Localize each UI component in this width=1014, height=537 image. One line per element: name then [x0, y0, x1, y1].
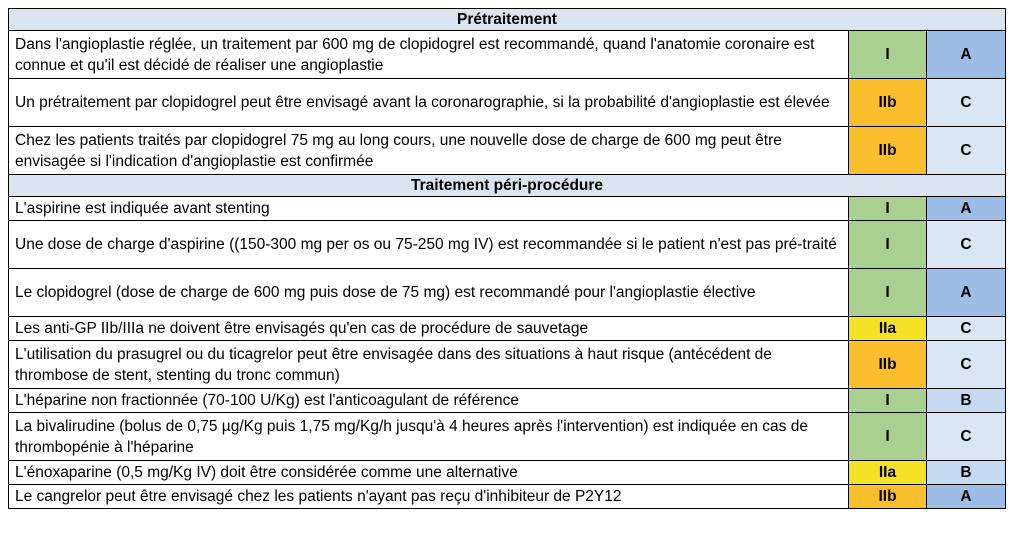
recommendation-text: Une dose de charge d'aspirine ((150-300 mg per os ou 75-250 mg IV) est recommandée si le patient n'est pas pré-traité [9, 221, 849, 269]
recommendation-text: Le cangrelor peut être envisagé chez les patients n'ayant pas reçu d'inhibiteur de P2Y12 [9, 485, 849, 509]
table-row [9, 461, 1006, 485]
section-header-row [9, 175, 1006, 197]
table-row [9, 79, 1006, 127]
recommendation-text: Les anti-GP IIb/IIIa ne doivent être envisagés qu'en cas de procédure de sauvetage [9, 317, 849, 341]
recommendation-text: Chez les patients traités par clopidogrel 75 mg au long cours, une nouvelle dose de charge de 600 mg peut être envisagée si l'indication d'angioplastie est confirmée [9, 127, 849, 175]
table-row [9, 221, 1006, 269]
table-row [9, 485, 1006, 509]
class-badge: IIa [849, 461, 927, 485]
recommendation-text: L'énoxaparine (0,5 mg/Kg IV) doit être considérée comme une alternative [9, 461, 849, 485]
recommendation-text: L'aspirine est indiquée avant stenting [9, 197, 849, 221]
class-badge: IIb [849, 485, 927, 509]
table-row [9, 341, 1006, 389]
table-row [9, 413, 1006, 461]
level-badge: C [927, 127, 1006, 175]
table-row [9, 197, 1006, 221]
recommendation-text: La bivalirudine (bolus de 0,75 µg/Kg puis 1,75 mg/Kg/h jusqu'à 4 heures après l'intervention) est indiquée en cas de thrombopénie à l'héparine [9, 413, 849, 461]
class-badge: I [849, 221, 927, 269]
table-body [9, 9, 1006, 509]
class-badge: IIb [849, 79, 927, 127]
level-badge: B [927, 461, 1006, 485]
table-row [9, 127, 1006, 175]
recommendation-text: Un prétraitement par clopidogrel peut être envisagé avant la coronarographie, si la probabilité d'angioplastie est élevée [9, 79, 849, 127]
level-badge: C [927, 341, 1006, 389]
class-badge: I [849, 389, 927, 413]
level-badge: C [927, 413, 1006, 461]
class-badge: I [849, 31, 927, 79]
section-title: Prétraitement [9, 9, 1006, 31]
level-badge: C [927, 317, 1006, 341]
table-row [9, 269, 1006, 317]
level-badge: A [927, 269, 1006, 317]
level-badge: A [927, 197, 1006, 221]
table-row [9, 389, 1006, 413]
level-badge: C [927, 221, 1006, 269]
recommendation-text: Le clopidogrel (dose de charge de 600 mg puis dose de 75 mg) est recommandé pour l'angioplastie élective [9, 269, 849, 317]
table-row [9, 317, 1006, 341]
recommendation-text: Dans l'angioplastie réglée, un traitement par 600 mg de clopidogrel est recommandé, quand l'anatomie coronaire est connue et qu'il est décidé de réaliser une angioplastie [9, 31, 849, 79]
section-header-row [9, 9, 1006, 31]
recommendation-text: L'utilisation du prasugrel ou du ticagrelor peut être envisagée dans des situations à haut risque (antécédent de thrombose de stent, stenting du tronc commun) [9, 341, 849, 389]
class-badge: IIb [849, 127, 927, 175]
recommendations-table [8, 8, 1006, 509]
level-badge: A [927, 31, 1006, 79]
level-badge: B [927, 389, 1006, 413]
level-badge: C [927, 79, 1006, 127]
class-badge: IIb [849, 341, 927, 389]
section-title: Traitement péri-procédure [9, 175, 1006, 197]
class-badge: I [849, 413, 927, 461]
level-badge: A [927, 485, 1006, 509]
table-row [9, 31, 1006, 79]
class-badge: IIa [849, 317, 927, 341]
class-badge: I [849, 197, 927, 221]
class-badge: I [849, 269, 927, 317]
recommendation-text: L'héparine non fractionnée (70-100 U/Kg) est l'anticoagulant de référence [9, 389, 849, 413]
